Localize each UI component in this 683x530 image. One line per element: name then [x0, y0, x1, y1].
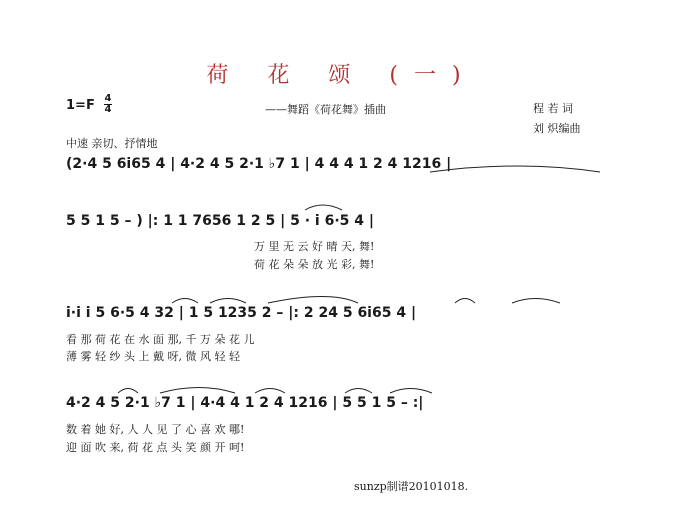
system-2-lyric-2: 荷 花 朵 朵 放 光 彩, 舞!: [254, 258, 375, 271]
system-4-lyric-2: 迎 面 吹 来, 荷 花 点 头 笑 颜 开 呵!: [66, 441, 245, 454]
slur: [305, 205, 342, 210]
system-1-notes: (2·4 5 6i65 4 | 4·2 4 5 2·1 ♭7 1 | 4 4 4 1 2 4 1216 |: [66, 156, 452, 172]
subtitle: ——舞蹈《荷花舞》插曲: [265, 103, 386, 116]
slur: [345, 389, 372, 394]
slur: [118, 389, 138, 394]
slur: [455, 299, 475, 304]
tempo-marking: 中速 亲切、抒情地: [66, 137, 158, 150]
lyricist-credit: 程 若 词: [533, 102, 573, 115]
system-3-notes: i·i i 5 6·5 4 32 | 1 5 1235 2 – |: 2 24 5 6i65 4 |: [66, 305, 417, 321]
system-2-lyric-1: 万 里 无 云 好 晴 天, 舞!: [254, 240, 375, 253]
system-3-lyric-2: 薄 雾 轻 纱 头 上 戴 呀, 微 风 轻 轻: [66, 350, 240, 363]
composer-credit: 刘 炽编曲: [533, 122, 581, 135]
time-signature-denominator: 4: [104, 104, 112, 115]
slur: [268, 297, 358, 304]
key-signature: 1=F: [66, 98, 95, 113]
system-3-lyric-1: 看 那 荷 花 在 水 面 那, 千 万 朵 花 儿: [66, 333, 255, 346]
footer-credit: sunzp制谱20101018.: [354, 480, 469, 493]
song-title: 荷 花 颂 (一): [206, 63, 477, 88]
time-signature-numerator: 4: [104, 93, 112, 104]
slur: [160, 388, 235, 394]
system-2-notes: 5 5 1 5 – ) |: 1 1 7656 1 2 5 | 5 · i 6·5 4 |: [66, 213, 374, 229]
slur: [210, 299, 246, 304]
system-4-notes: 4·2 4 5 2·1 ♭7 1 | 4·4 4 1 2 4 1216 | 5 5 1 5 – :|: [66, 395, 424, 411]
system-4-lyric-1: 数 着 她 好, 人 人 见 了 心 喜 欢 哪!: [66, 423, 245, 436]
tie: [430, 166, 600, 172]
slur: [390, 389, 432, 394]
slur: [172, 299, 198, 304]
slur: [255, 389, 285, 394]
slur: [512, 299, 560, 304]
